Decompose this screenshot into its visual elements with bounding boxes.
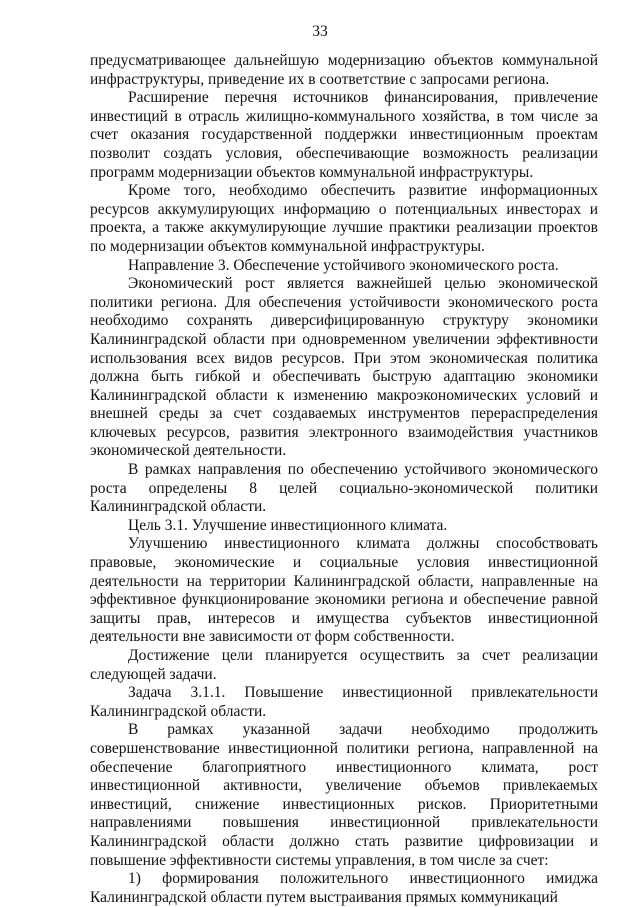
paragraph-investment-climate: Улучшению инвестиционного климата должны способствовать правовые, экономические и социальные условия инвестиционной деятельности на территории Калининградской области, направленные на эффективное функционирование экономики региона и обеспечение равной защиты прав, интересов и имущества субъектов инвестиционной деятельности вне зависимости от форм собственности. <box>90 535 598 646</box>
document-body <box>90 52 598 907</box>
paragraph-financing-sources: Расширение перечня источников финансирования, привлечение инвестиций в отрасль жилищно-коммунального хозяйства, в том числе за счет оказания государственной поддержки инвестиционным проектам позволит создать условия, обеспечивающие возможность реализации программ модернизации объектов коммунальной инфраструктуры. <box>90 89 598 181</box>
paragraph-continuation: предусматривающее дальнейшую модернизацию объектов коммунальной инфраструктуры, приведение их в соответствие с запросами региона. <box>90 52 598 88</box>
heading-task-3-1-1: Задача 3.1.1. Повышение инвестиционной привлекательности Калининградской области. <box>90 684 598 720</box>
heading-direction-3: Направление 3. Обеспечение устойчивого экономического роста. <box>128 256 559 274</box>
paragraph-task-description: В рамках указанной задачи необходимо продолжить совершенствование инвестиционной политики региона, направленной на обеспечение благоприятного инвестиционного климата, рост инвестиционной активности, увеличение объемов привлекаемых инвестиций, снижение инвестиционных рисков. Приоритетными направлениями повышения инвестиционной привлекательности Калининградской области должно стать развитие цифровизации и повышение эффективности системы управления, в том числе за счет: <box>90 721 598 869</box>
paragraph-goal-achievement: Достижение цели планируется осуществить за счет реализации следующей задачи. <box>90 647 598 683</box>
paragraph-economic-growth: Экономический рост является важнейшей целью экономической политики региона. Для обеспечения устойчивости экономического роста необходимо сохранять диверсифицированную структуру экономики Калининградской области при одновременном увеличении эффективности использования всех видов ресурсов. При этом экономическая политика должна быть гибкой и обеспечивать быструю адаптацию экономики Калининградской области к изменению макроэкономических условий и внешней среды за счет создаваемых инструментов перераспределения ключевых ресурсов, развития электронного взаимодействия участников экономической деятельности. <box>90 275 598 460</box>
page-number: 33 <box>312 23 328 40</box>
list-item-1: 1) формирования положительного инвестиционного имиджа Калининградской области путем выстраивания прямых коммуникаций <box>90 870 598 906</box>
heading-goal-3-1: Цель 3.1. Улучшение инвестиционного климата. <box>128 516 448 534</box>
paragraph-eight-goals: В рамках направления по обеспечению устойчивого экономического роста определены 8 целей социально-экономической политики Калининградской области. <box>90 461 598 516</box>
paragraph-information-resources: Кроме того, необходимо обеспечить развитие информационных ресурсов аккумулирующих информацию о потенциальных инвесторах и проекта, а также аккумулирующие лучшие практики реализации проектов по модернизации объектов коммунальной инфраструктуры. <box>90 182 598 255</box>
